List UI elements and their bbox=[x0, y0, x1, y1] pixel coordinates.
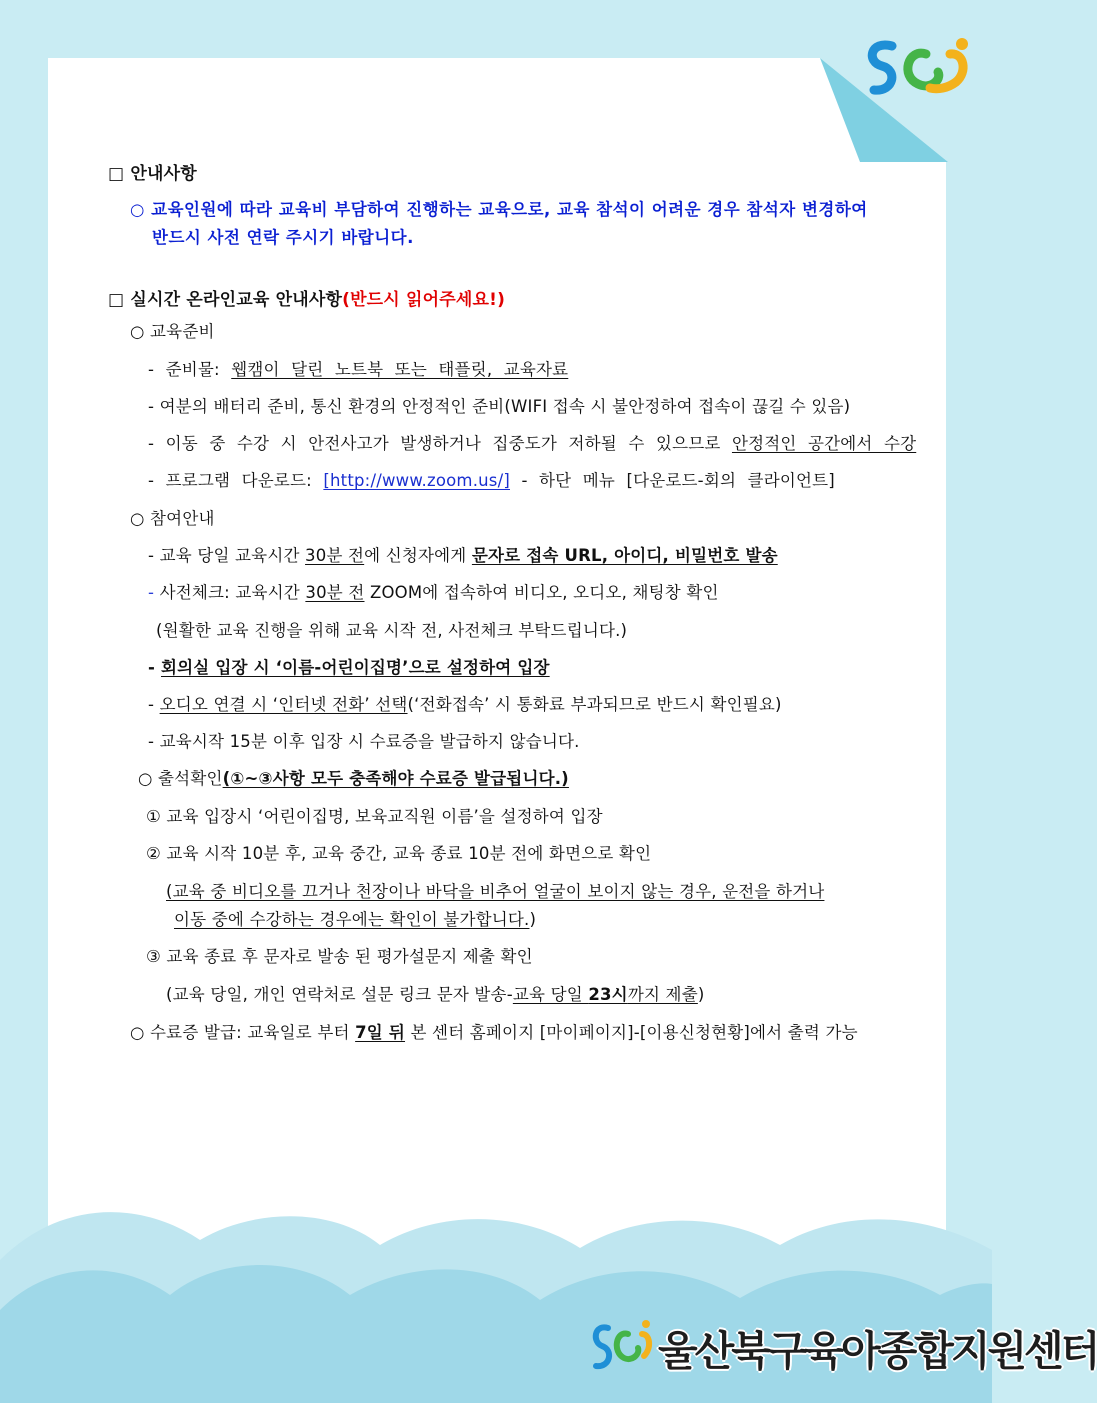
join-line5 bbox=[148, 694, 782, 716]
attend-item3-note bbox=[166, 984, 704, 1006]
attend-item3-note-bold: 23시 bbox=[588, 985, 628, 1004]
join-line2 bbox=[148, 582, 719, 604]
join-line4 bbox=[148, 657, 550, 679]
join-line1-bold-underline: 문자로 접속 URL, 아이디, 비밀번호 발송 bbox=[471, 546, 778, 565]
attend-item2-note2-text: 이동 중에 수강하는 경우에는 확인이 불가합니다. bbox=[174, 910, 530, 929]
prep-title: ○ 교육준비 bbox=[130, 322, 215, 341]
prep-line1 bbox=[148, 359, 568, 381]
prep-line3-underline: 안정적인 공간에서 수강 bbox=[731, 434, 917, 453]
join-line2-b: ZOOM에 접속하여 비디오, 오디오, 채팅창 확인 bbox=[364, 583, 719, 602]
join-line1-a: - 교육 당일 교육시간 bbox=[148, 546, 306, 565]
attend-item3-note-u1: 교육 당일 bbox=[512, 985, 589, 1004]
center-logo-icon bbox=[864, 32, 976, 104]
join-line6: - 교육시작 15분 이후 입장 시 수료증을 발급하지 않습니다. bbox=[148, 732, 580, 751]
footer-org-name: 울산북구육아종합지원센터 bbox=[658, 1327, 1097, 1375]
prep-line3 bbox=[148, 433, 916, 455]
join-line2-dash: - bbox=[148, 583, 155, 602]
prep-line1-underline: 웹캠이 달린 노트북 또는 태플릿, 교육자료 bbox=[231, 360, 569, 379]
join-line1-underline: 30분 전 bbox=[305, 546, 365, 565]
attend-item2-note2 bbox=[174, 909, 536, 931]
cert-line bbox=[130, 1022, 858, 1044]
prep-line4-prefix: - 프로그램 다운로드: bbox=[148, 471, 324, 490]
attend-item2-note2-end: ) bbox=[529, 910, 537, 929]
join-line2-a: 사전체크: 교육시간 bbox=[154, 583, 306, 602]
attend-item2-note1: (교육 중 비디오를 끄거나 천장이나 바닥을 비추어 얼굴이 보이지 않는 경우, 운전을 하거나 bbox=[166, 882, 825, 901]
join-title: ○ 참여안내 bbox=[130, 509, 215, 528]
attend-title-a: ○ 출석확인 bbox=[138, 769, 223, 788]
cert-line-a: ○ 수료증 발급: 교육일로 부터 bbox=[130, 1023, 356, 1042]
attend-title-bold-underline: (①~③사항 모두 충족해야 수료증 발급됩니다.) bbox=[222, 769, 569, 788]
join-line4-bold-underline: 회의실 입장 시 ‘이름-어린이집명’으로 설정하여 입장 bbox=[161, 658, 550, 677]
cert-line-b: 본 센터 홈페이지 [마이페이지]-[이용신청현황]에서 출력 가능 bbox=[405, 1023, 858, 1042]
attend-item1: ① 교육 입장시 ‘어린이집명, 보육교직원 이름’을 설정하여 입장 bbox=[146, 807, 603, 826]
prep-line4-suffix: - 하단 메뉴 [다운로드-회의 클라이언트] bbox=[510, 471, 835, 490]
prep-line4 bbox=[148, 470, 835, 492]
section2-header bbox=[108, 289, 505, 311]
attend-title bbox=[138, 768, 569, 790]
section2-header-text: □ 실시간 온라인교육 안내사항 bbox=[108, 290, 343, 310]
section1-header: □ 안내사항 bbox=[108, 164, 197, 184]
footer-logo-icon bbox=[592, 1314, 652, 1378]
join-line3: (원활한 교육 진행을 위해 교육 시작 전, 사전체크 부탁드립니다.) bbox=[156, 621, 628, 640]
zoom-download-link[interactable]: [http://www.zoom.us/] bbox=[323, 471, 510, 490]
join-line1 bbox=[148, 545, 778, 567]
join-line5-b: (‘전화접속’ 시 통화료 부과되므로 반드시 확인필요) bbox=[407, 695, 782, 714]
cert-line-bold-underline: 7일 뒤 bbox=[355, 1023, 406, 1042]
prep-line2: - 여분의 배터리 준비, 통신 환경의 안정적인 준비(WIFI 접속 시 불안정하여 접속이 끊길 수 있음) bbox=[148, 397, 851, 416]
join-line1-b: 에 신청자에게 bbox=[364, 546, 472, 565]
attend-item2: ② 교육 시작 10분 후, 교육 중간, 교육 종료 10분 전에 화면으로 확인 bbox=[146, 844, 652, 863]
attend-item3-note-end: ) bbox=[697, 985, 705, 1004]
prep-line3-prefix: - 이동 중 수강 시 안전사고가 발생하거나 집중도가 저하될 수 있으므로 bbox=[148, 434, 732, 453]
join-line4-dash: - bbox=[148, 658, 161, 677]
attend-item3-note-a: (교육 당일, 개인 연락처로 설문 링크 문자 발송- bbox=[166, 985, 513, 1004]
section1-bullet-line1: ○ 교육인원에 따라 교육비 부담하여 진행하는 교육으로, 교육 참석이 어려운 경우 참석자 변경하여 bbox=[130, 200, 868, 219]
join-line5-underline: 오디오 연결 시 ‘인터넷 전화’ 선택 bbox=[159, 695, 408, 714]
join-line2-underline: 30분 전 bbox=[305, 583, 365, 602]
prep-line1-prefix: - 준비물: bbox=[148, 360, 232, 379]
attend-item3: ③ 교육 종료 후 문자로 발송 된 평가설문지 제출 확인 bbox=[146, 947, 533, 966]
attend-item3-note-u2: 까지 제출 bbox=[627, 985, 698, 1004]
join-line5-dash: - bbox=[148, 695, 160, 714]
section2-header-note: (반드시 읽어주세요!) bbox=[342, 290, 506, 310]
section1-bullet-line2: 반드시 사전 연락 주시기 바랍니다. bbox=[152, 228, 414, 247]
